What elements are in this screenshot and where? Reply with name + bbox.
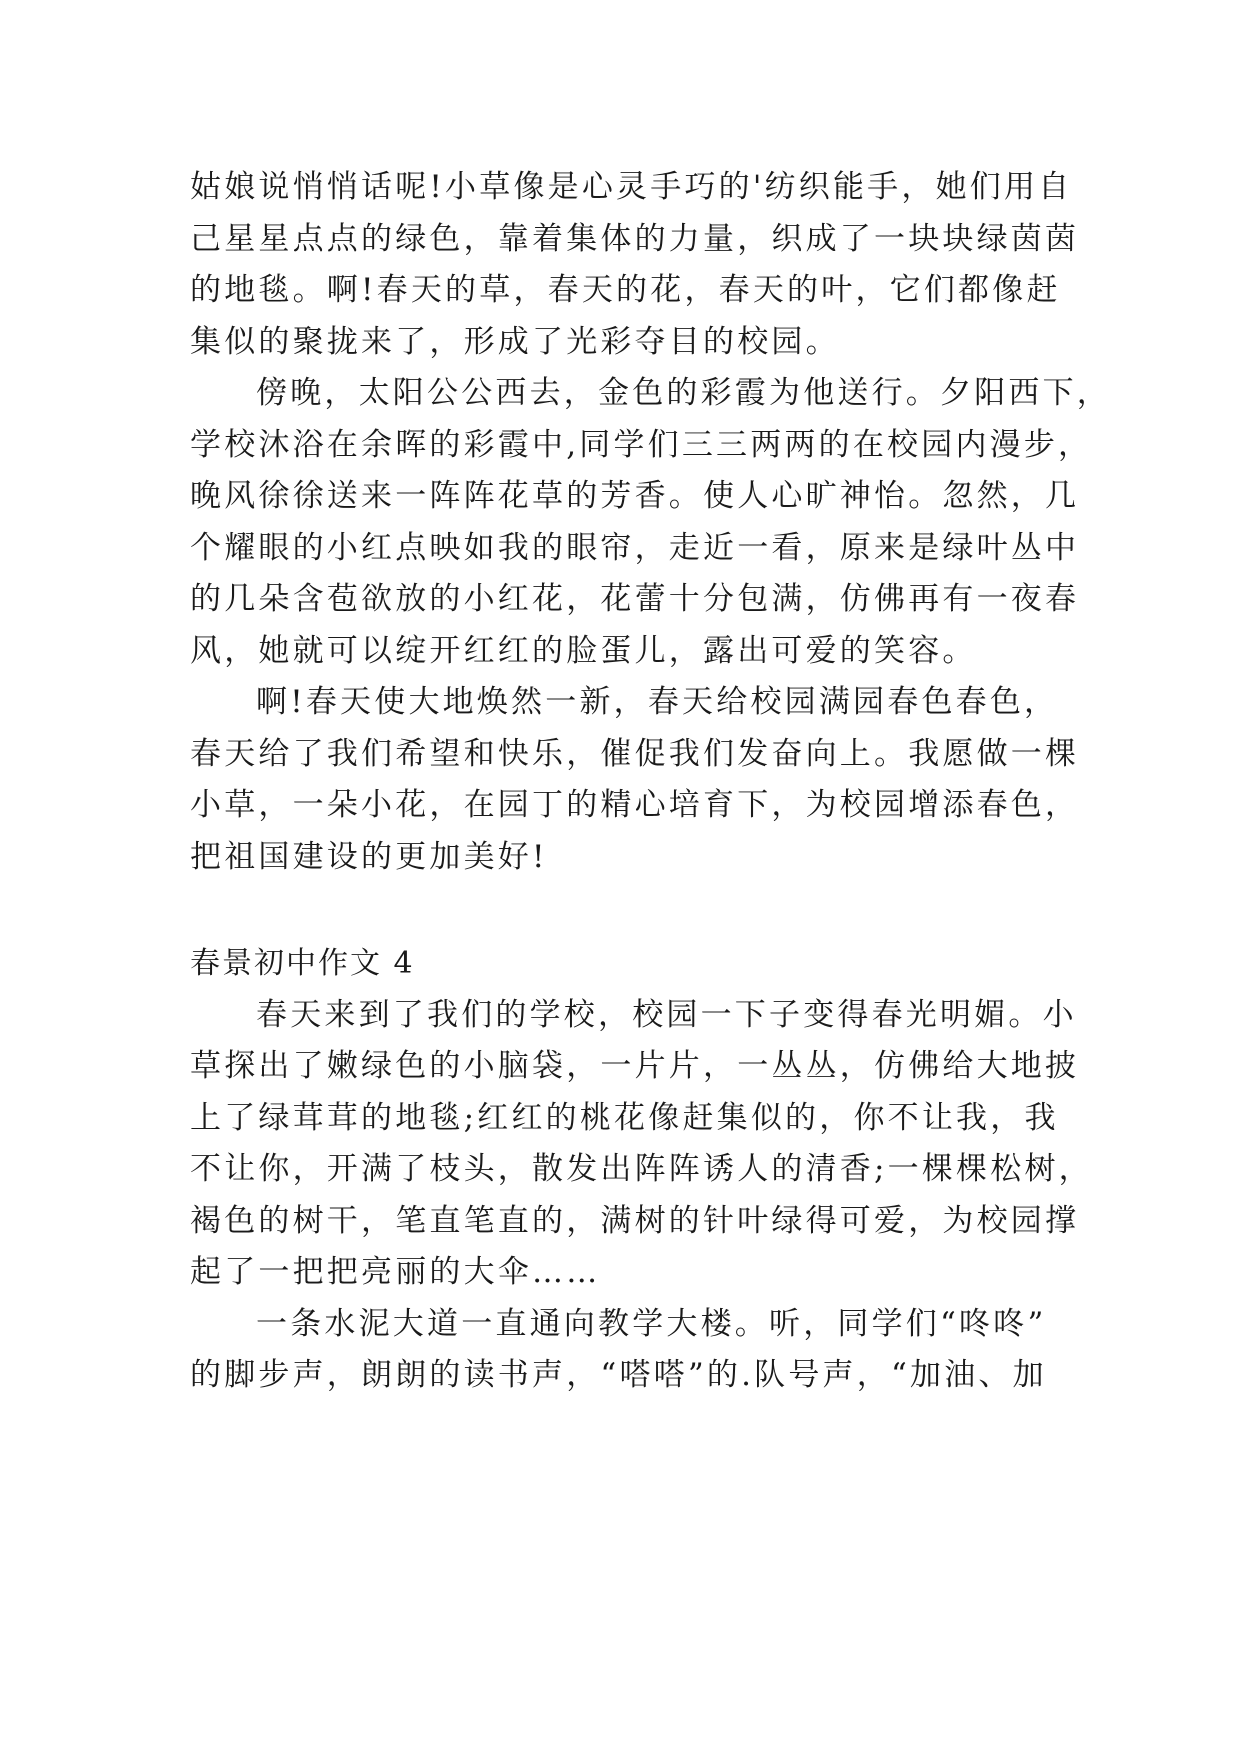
text-line: 不让你，开满了枝头，散发出阵阵诱人的清香;一棵棵松树， bbox=[190, 1151, 1093, 1187]
text-line: 的地毯。啊!春天的草，春天的花，春天的叶，它们都像赶 bbox=[190, 272, 1061, 308]
text-line: 春天来到了我们的学校，校园一下子变得春光明媚。小 bbox=[256, 996, 1077, 1033]
text-line: 褐色的树干，笔直笔直的，满树的针叶绿得可爱，为校园撑 bbox=[190, 1202, 1080, 1239]
text-line: 把祖国建设的更加美好! bbox=[190, 838, 548, 875]
text-line: 姑娘说悄悄话呢!小草像是心灵手巧的'纺织能手，她们用自 bbox=[190, 169, 1073, 205]
section-gap bbox=[190, 883, 1070, 938]
text-line: 集似的聚拢来了，形成了光彩夺目的校园。 bbox=[190, 323, 840, 360]
text-line: 春天给了我们希望和快乐，催促我们发奋向上。我愿做一棵 bbox=[190, 735, 1080, 772]
text-line: 晚风徐徐送来一阵阵花草的芳香。使人心旷神怡。忽然，几 bbox=[190, 478, 1080, 514]
text-line: 啊!春天使大地焕然一新，春天给校园满园春色春色， bbox=[256, 684, 1059, 720]
paragraph bbox=[190, 677, 1080, 883]
text-line: 风，她就可以绽开红红的脸蛋儿，露出可爱的笑容。 bbox=[190, 632, 977, 669]
text-line: 一条水泥大道一直通向教学大楼。听，同学们“咚咚” bbox=[256, 1305, 1047, 1342]
text-line: 起了一把把亮丽的大伞…… bbox=[190, 1254, 601, 1290]
paragraph bbox=[190, 162, 1080, 368]
text-line: 草探出了嫩绿色的小脑袋，一片片，一丛丛，仿佛给大地披 bbox=[190, 1048, 1080, 1084]
text-line: 上了绿茸茸的地毯;红红的桃花像赶集似的，你不让我，我 bbox=[190, 1099, 1059, 1136]
paragraph bbox=[190, 368, 1111, 677]
text-line: 学校沐浴在余晖的彩霞中,同学们三三两两的在校园内漫步， bbox=[190, 426, 1093, 463]
text-line: 己星星点点的绿色，靠着集体的力量，织成了一块块绿茵茵 bbox=[190, 220, 1080, 257]
text-line: 小草，一朵小花，在园丁的精心培育下，为校园增添春色， bbox=[190, 787, 1080, 823]
text-line: 的几朵含苞欲放的小红花，花蕾十分包满，仿佛再有一夜春 bbox=[190, 581, 1080, 617]
section-title: 春景初中作文 4 bbox=[190, 946, 415, 981]
text-line: 的脚步声，朗朗的读书声，“嗒嗒”的.队号声，“加油、加 bbox=[190, 1357, 1047, 1393]
text-line: 个耀眼的小红点映如我的眼帘，走近一看，原来是绿叶丛中 bbox=[190, 529, 1080, 566]
document-body bbox=[190, 162, 1111, 1402]
paragraph bbox=[190, 990, 1093, 1299]
paragraph bbox=[190, 1299, 1070, 1402]
text-line: 傍晚，太阳公公西去，金色的彩霞为他送行。夕阳西下， bbox=[256, 375, 1111, 411]
